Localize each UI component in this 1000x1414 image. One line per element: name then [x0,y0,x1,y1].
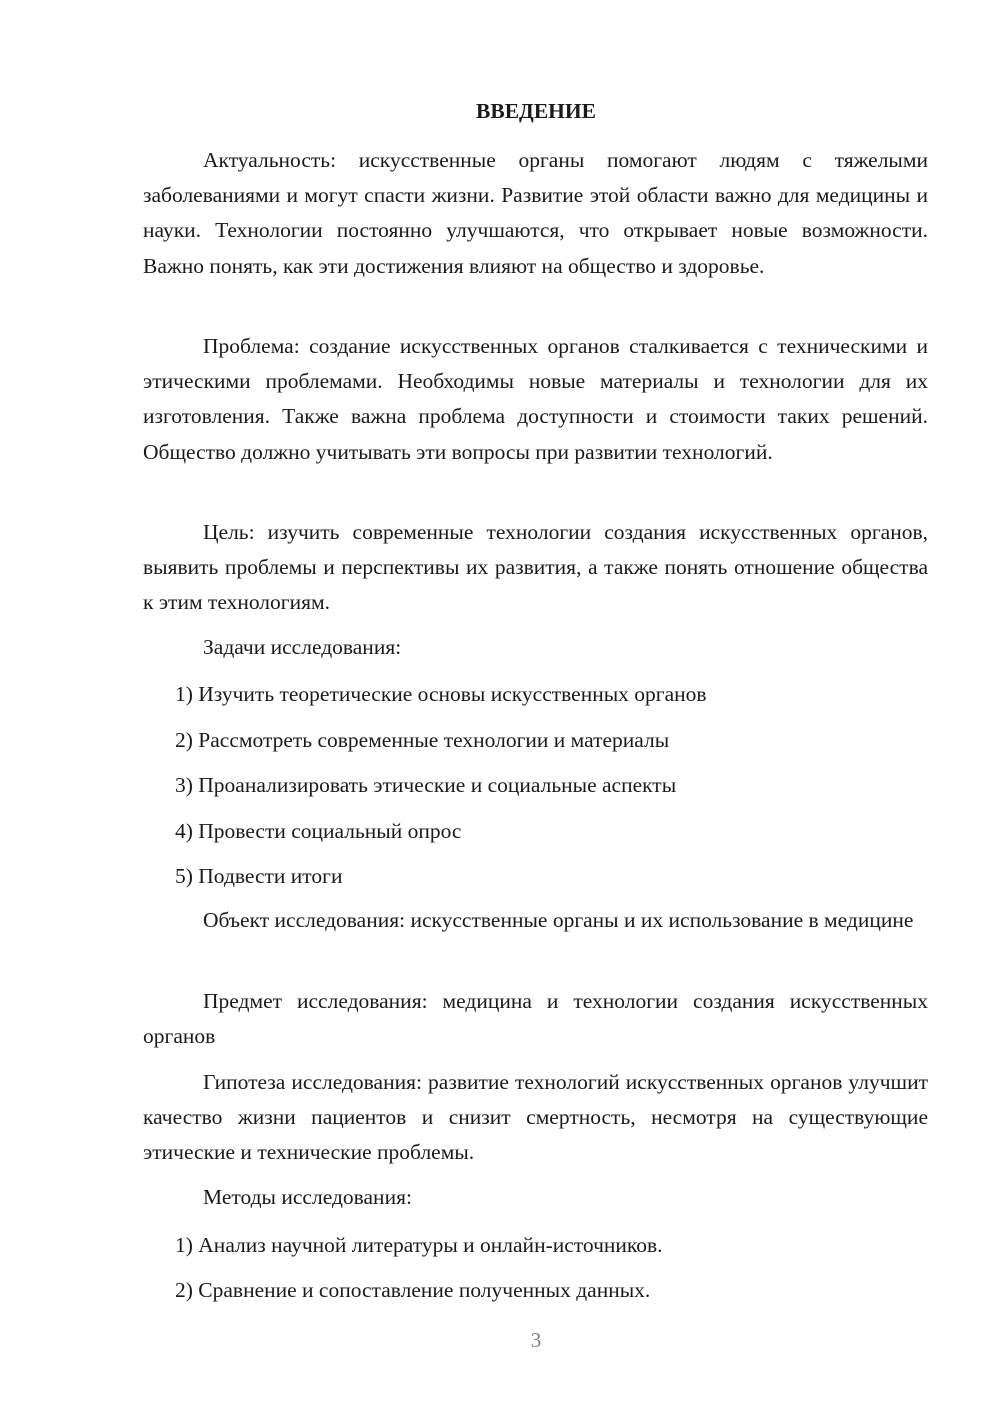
method-item: 1) Анализ научной литературы и онлайн-источников. [175,1233,663,1257]
task-item: 5) Подвести итоги [175,864,343,888]
method-item: 2) Сравнение и сопоставление полученных данных. [175,1278,651,1302]
task-item: 3) Проанализировать этические и социальные аспекты [175,773,677,797]
task-item: 1) Изучить теоретические основы искусственных органов [175,682,707,706]
paragraph-goal: Цель: изучить современные технологии создания искусственных органов, выявить проблемы и перспективы их развития, а также понять отношение общества к этим технологиям. [143,520,928,615]
task-item: 4) Провести социальный опрос [175,819,462,843]
paragraph-subject: Предмет исследования: медицина и технологии создания искусственных органов [143,989,928,1049]
page-title: ВВЕДЕНИЕ [476,99,596,123]
page-number: 3 [530,1328,542,1352]
paragraph-relevance: Актуальность: искусственные органы помогают людям с тяжелыми заболеваниями и могут спасти жизни. Развитие этой области важно для медицины и науки. Технологии постоянно улучшаются, что открывает новые возможности. Важно понять, как эти достижения влияют на общество и здоровье. [143,148,928,278]
paragraph-problem: Проблема: создание искусственных органов сталкивается с техническими и этическими проблемами. Необходимы новые материалы и технологии для их изготовления. Также важна проблема доступности и стоимости таких решений. Общество должно учитывать эти вопросы при развитии технологий. [143,334,928,464]
paragraph-object: Объект исследования: искусственные органы и их использование в медицине [203,908,914,932]
methods-heading: Методы исследования: [203,1185,412,1209]
paragraph-hypothesis: Гипотеза исследования: развитие технологий искусственных органов улучшит качество жизни пациентов и снизит смертность, несмотря на существующие этические и технические проблемы. [143,1070,928,1165]
task-item: 2) Рассмотреть современные технологии и материалы [175,728,670,752]
tasks-heading: Задачи исследования: [203,635,402,659]
